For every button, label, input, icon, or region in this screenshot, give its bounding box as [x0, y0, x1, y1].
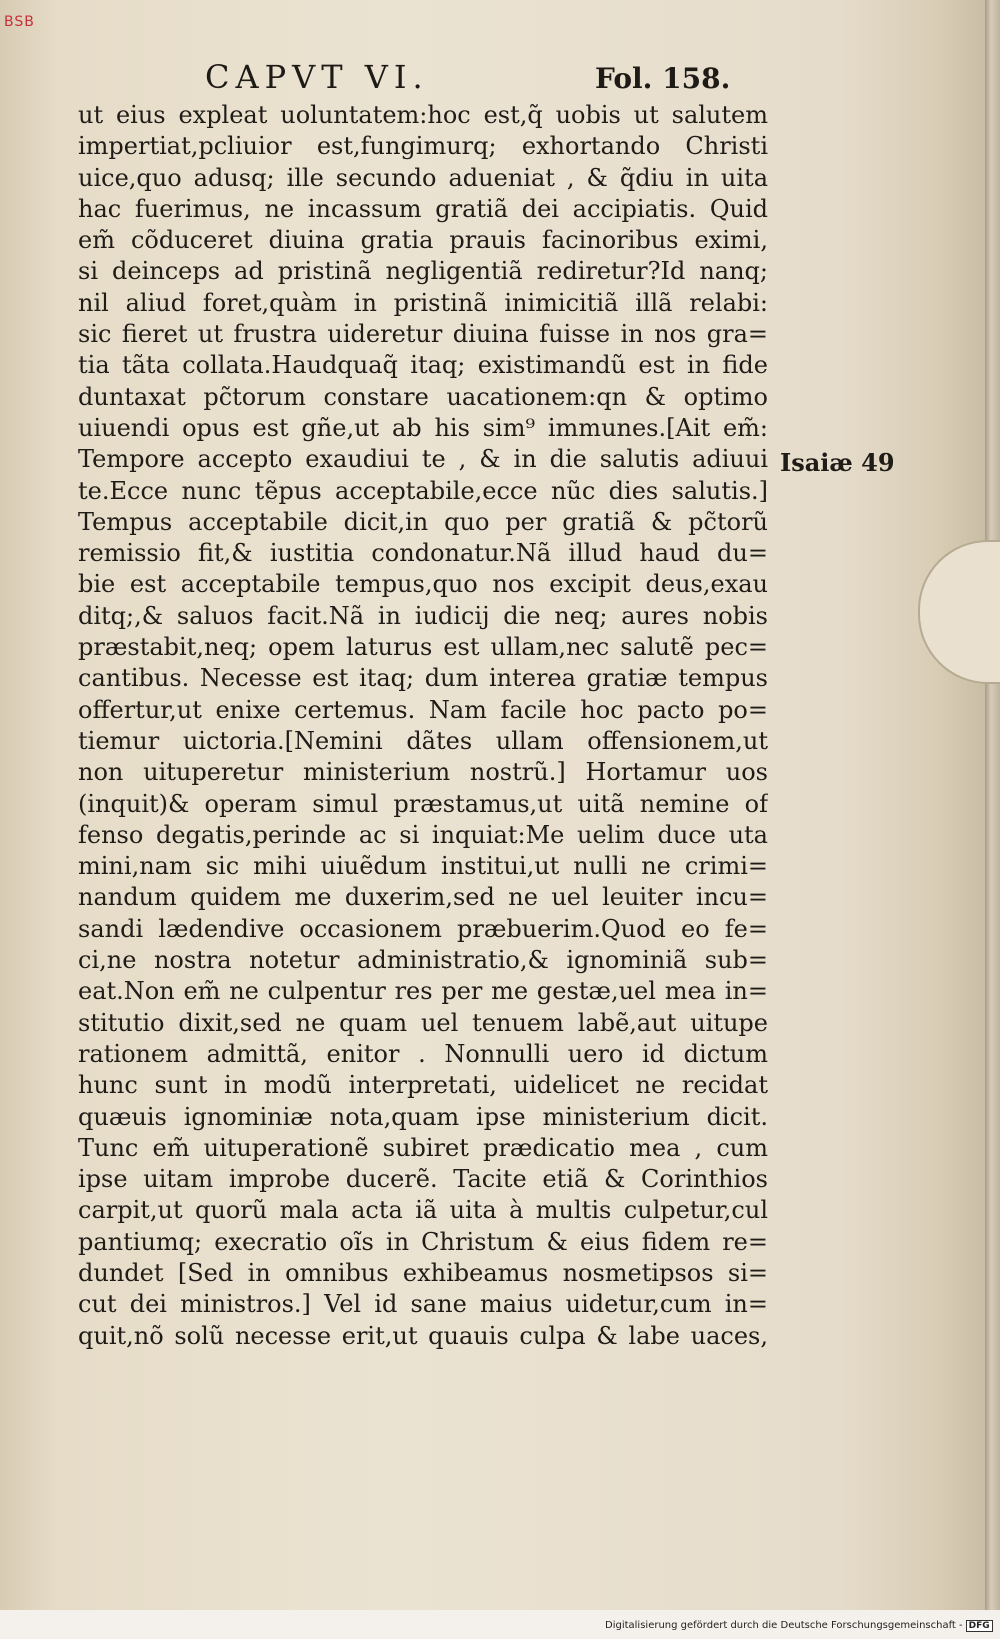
- text-line: remissio fit,& iustitia condonatur.Nã illud haud du=: [78, 539, 768, 568]
- text-line: ci,ne nostra notetur administratio,& ignominiã sub=: [78, 946, 768, 975]
- text-line: ipse uitam improbe ducerẽ. Tacite etiã & Corinthios: [78, 1165, 768, 1194]
- text-line: cut dei ministros.] Vel id sane maius uidetur,cum in=: [78, 1290, 768, 1319]
- text-line: non uituperetur ministerium nostrũ.] Hortamur uos: [78, 758, 768, 787]
- page-body-text: [78, 100, 768, 1352]
- text-line: uiuendi opus est gñe,ut ab his sim⁹ immunes.[Ait em̃:: [78, 413, 768, 442]
- text-line: præstabit,neq; opem laturus est ullam,nec salutẽ pec=: [78, 633, 768, 662]
- chapter-heading: CAPVT VI.: [205, 58, 429, 96]
- text-line: carpit,ut quorũ mala acta iã uita à multis culpetur,cul: [78, 1196, 768, 1225]
- text-line: nandum quidem me duxerim,sed ne uel leuiter incu=: [78, 883, 768, 912]
- text-line: duntaxat pc̃torum constare uacationem:qn & optimo: [78, 382, 768, 411]
- text-line: (inquit)& operam simul præstamus,ut uitã nemine of: [78, 789, 768, 818]
- text-line: dundet [Sed in omnibus exhibeamus nosmetipsos si=: [78, 1258, 768, 1287]
- text-line: te.Ecce nunc tẽpus acceptabile,ecce nũc dies salutis.]: [78, 476, 768, 505]
- text-line: uice,quo adusq; ille secundo adueniat , & q̃diu in uita: [78, 163, 768, 192]
- text-line: impertiat,pcliuior est,fungimurq; exhortando Christi: [78, 132, 768, 161]
- text-line: si deinceps ad pristinã negligentiã rediretur?Id nanq;: [78, 257, 768, 286]
- text-line: hac fuerimus, ne incassum gratiã dei accipiatis. Quid: [78, 194, 768, 223]
- text-line: stitutio dixit,sed ne quam uel tenuem labẽ,aut uitupe: [78, 1008, 768, 1037]
- text-line: Tempus acceptabile dicit,in quo per gratiã & pc̃torũ: [78, 507, 768, 536]
- text-line: Tunc em̃ uituperationẽ subiret prædicatio mea , cum: [78, 1133, 768, 1162]
- text-line: mini,nam sic mihi uiuẽdum institui,ut nulli ne crimi=: [78, 852, 768, 881]
- text-line: tia tãta collata.Haudquaq̃ itaq; existimandũ est in fide: [78, 351, 768, 380]
- text-line: ditq;,& saluos facit.Nã in iudicij die neq; aures nobis: [78, 601, 768, 630]
- text-line: tiemur uictoria.[Nemini dãtes ullam offensionem,ut: [78, 726, 768, 755]
- text-line: offertur,ut enixe certemus. Nam facile hoc pacto po=: [78, 695, 768, 724]
- footer-credit: [605, 1620, 993, 1632]
- text-line: rationem admittã, enitor . Nonnulli uero id dictum: [78, 1039, 768, 1068]
- margin-note: Isaiæ 49: [780, 448, 895, 477]
- text-line: quæuis ignominiæ nota,quam ipse ministerium dicit.: [78, 1102, 768, 1131]
- text-line: pantiumq; execratio oĩs in Christum & eius fidem re=: [78, 1227, 768, 1256]
- footer-text: Digitalisierung gefördert durch die Deutsche Forschungsgemeinschaft -: [605, 1620, 963, 1631]
- text-line: sic fieret ut frustra uideretur diuina fuisse in nos gra=: [78, 320, 768, 349]
- dfg-logo: DFG: [966, 1620, 993, 1632]
- text-line: hunc sunt in modũ interpretati, uidelicet ne recidat: [78, 1071, 768, 1100]
- text-line: quit,nõ solũ necesse erit,ut quauis culpa & labe uaces,: [78, 1321, 768, 1350]
- folio-number: Fol. 158.: [595, 62, 731, 95]
- text-line: eat.Non em̃ ne culpentur res per me gestæ,uel mea in=: [78, 977, 768, 1006]
- bsb-watermark: BSB: [4, 14, 35, 30]
- page-edge: [985, 0, 1000, 1610]
- text-line: sandi lædendive occasionem præbuerim.Quod eo fe=: [78, 914, 768, 943]
- text-line: fenso degatis,perinde ac si inquiat:Me uelim duce uta: [78, 820, 768, 849]
- text-line: bie est acceptabile tempus,quo nos excipit deus,exau: [78, 570, 768, 599]
- text-line: Tempore accepto exaudiui te , & in die salutis adiuui: [78, 445, 768, 474]
- text-line: cantibus. Necesse est itaq; dum interea gratiæ tempus: [78, 664, 768, 693]
- text-line: em̃ cõduceret diuina gratia prauis facinoribus eximi,: [78, 226, 768, 255]
- text-line: nil aliud foret,quàm in pristinã inimicitiã illã relabi:: [78, 288, 768, 317]
- text-line: ut eius expleat uoluntatem:hoc est,q̃ uobis ut salutem: [78, 101, 768, 129]
